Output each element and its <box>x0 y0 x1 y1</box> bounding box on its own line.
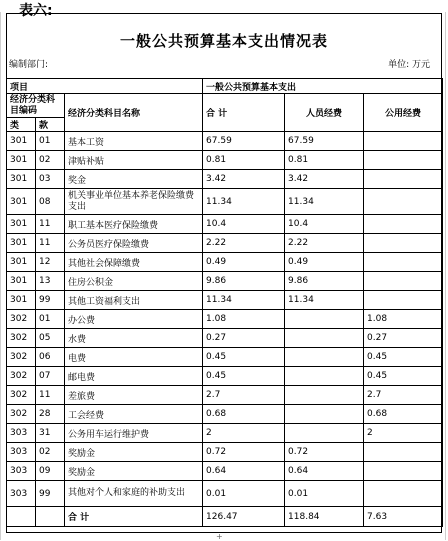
item-cell: 02 <box>36 151 65 170</box>
personnel-cell <box>285 367 364 386</box>
name-cell: 其他工资福利支出 <box>65 291 203 310</box>
plus-icon: + <box>216 532 223 541</box>
total-empty-1 <box>7 507 36 527</box>
name-cell: 水费 <box>65 329 203 348</box>
public-cell <box>364 189 443 215</box>
name-cell: 差旅费 <box>65 386 203 405</box>
public-cell: 0.45 <box>364 348 443 367</box>
total-cell: 11.34 <box>203 189 285 215</box>
class-cell: 301 <box>7 189 36 215</box>
page-label: 表六: <box>19 3 53 19</box>
item-cell: 28 <box>36 405 65 424</box>
table-row <box>7 291 443 310</box>
total-cell: 2 <box>203 424 285 443</box>
total-personnel: 118.84 <box>285 507 364 527</box>
table-row <box>7 462 443 481</box>
table-row <box>7 348 443 367</box>
header-item: 项目 <box>7 79 203 94</box>
personnel-cell <box>285 310 364 329</box>
item-cell: 11 <box>36 386 65 405</box>
total-cell: 0.01 <box>203 481 285 507</box>
total-cell: 11.34 <box>203 291 285 310</box>
total-cell: 9.86 <box>203 272 285 291</box>
total-sum: 126.47 <box>203 507 285 527</box>
name-cell: 其他社会保障缴费 <box>65 253 203 272</box>
total-cell: 0.68 <box>203 405 285 424</box>
name-cell: 职工基本医疗保险缴费 <box>65 215 203 234</box>
unit-label: 单位: 万元 <box>388 60 430 70</box>
table-row <box>7 272 443 291</box>
class-cell: 301 <box>7 215 36 234</box>
item-cell: 08 <box>36 189 65 215</box>
name-cell: 公务用车运行维护费 <box>65 424 203 443</box>
table-row <box>7 151 443 170</box>
total-cell: 0.45 <box>203 367 285 386</box>
table-row <box>7 189 443 215</box>
class-cell: 301 <box>7 253 36 272</box>
name-cell: 奖金 <box>65 170 203 189</box>
public-cell <box>364 170 443 189</box>
class-cell: 301 <box>7 234 36 253</box>
personnel-cell <box>285 405 364 424</box>
total-cell: 1.08 <box>203 310 285 329</box>
class-cell: 301 <box>7 272 36 291</box>
header-total: 合 计 <box>203 94 285 132</box>
table-row <box>7 310 443 329</box>
item-cell: 12 <box>36 253 65 272</box>
public-cell <box>364 462 443 481</box>
header-name: 经济分类科目名称 <box>65 94 203 132</box>
table-row <box>7 253 443 272</box>
name-cell: 住房公积金 <box>65 272 203 291</box>
item-cell: 02 <box>36 443 65 462</box>
class-cell: 301 <box>7 151 36 170</box>
table-row <box>7 443 443 462</box>
total-cell: 0.49 <box>203 253 285 272</box>
table-row <box>7 405 443 424</box>
table-row <box>7 215 443 234</box>
total-cell: 0.81 <box>203 151 285 170</box>
total-cell: 0.45 <box>203 348 285 367</box>
item-cell: 06 <box>36 348 65 367</box>
item-cell: 99 <box>36 291 65 310</box>
page-border-right <box>445 12 446 540</box>
public-cell: 0.68 <box>364 405 443 424</box>
item-cell: 05 <box>36 329 65 348</box>
name-cell: 邮电费 <box>65 367 203 386</box>
personnel-cell <box>285 348 364 367</box>
public-cell: 2 <box>364 424 443 443</box>
public-cell: 0.45 <box>364 367 443 386</box>
prepared-by: 编制部门: <box>9 60 49 70</box>
total-label: 合 计 <box>65 507 203 527</box>
class-cell: 303 <box>7 443 36 462</box>
table-row <box>7 132 443 151</box>
name-cell: 机关事业单位基本养老保险缴费支出 <box>65 189 203 215</box>
public-cell <box>364 443 443 462</box>
class-cell: 302 <box>7 367 36 386</box>
header-subitem: 款 <box>36 118 65 132</box>
personnel-cell: 3.42 <box>285 170 364 189</box>
public-cell <box>364 151 443 170</box>
class-cell: 303 <box>7 424 36 443</box>
personnel-cell: 9.86 <box>285 272 364 291</box>
item-cell: 11 <box>36 215 65 234</box>
expenditure-table <box>6 78 443 527</box>
public-cell: 1.08 <box>364 310 443 329</box>
total-cell: 0.72 <box>203 443 285 462</box>
public-cell: 0.27 <box>364 329 443 348</box>
public-cell <box>364 291 443 310</box>
personnel-cell <box>285 386 364 405</box>
class-cell: 302 <box>7 329 36 348</box>
class-cell: 302 <box>7 386 36 405</box>
name-cell: 其他对个人和家庭的补助支出 <box>65 481 203 507</box>
total-cell: 0.27 <box>203 329 285 348</box>
table-row <box>7 481 443 507</box>
public-cell <box>364 481 443 507</box>
class-cell: 302 <box>7 405 36 424</box>
public-cell <box>364 272 443 291</box>
public-cell <box>364 253 443 272</box>
personnel-cell: 0.72 <box>285 443 364 462</box>
total-cell: 3.42 <box>203 170 285 189</box>
class-cell: 302 <box>7 348 36 367</box>
personnel-cell: 10.4 <box>285 215 364 234</box>
class-cell: 301 <box>7 132 36 151</box>
name-cell: 奖励金 <box>65 462 203 481</box>
table-row <box>7 170 443 189</box>
personnel-cell: 0.64 <box>285 462 364 481</box>
class-cell: 303 <box>7 462 36 481</box>
name-cell: 津贴补贴 <box>65 151 203 170</box>
total-cell: 2.7 <box>203 386 285 405</box>
personnel-cell <box>285 329 364 348</box>
public-cell: 2.7 <box>364 386 443 405</box>
item-cell: 13 <box>36 272 65 291</box>
name-cell: 办公费 <box>65 310 203 329</box>
item-cell: 01 <box>36 310 65 329</box>
class-cell: 301 <box>7 170 36 189</box>
personnel-cell: 0.01 <box>285 481 364 507</box>
page-border-left <box>0 12 1 540</box>
total-cell: 67.59 <box>203 132 285 151</box>
table-row <box>7 234 443 253</box>
total-cell: 10.4 <box>203 215 285 234</box>
total-public: 7.63 <box>364 507 443 527</box>
table-row <box>7 329 443 348</box>
header-class: 类 <box>7 118 36 132</box>
table-row <box>7 386 443 405</box>
personnel-cell: 11.34 <box>285 189 364 215</box>
item-cell: 09 <box>36 462 65 481</box>
item-cell: 99 <box>36 481 65 507</box>
item-cell: 01 <box>36 132 65 151</box>
name-cell: 工会经费 <box>65 405 203 424</box>
table-title: 一般公共预算基本支出情况表 <box>119 32 328 50</box>
personnel-cell: 0.49 <box>285 253 364 272</box>
total-cell: 2.22 <box>203 234 285 253</box>
total-cell: 0.64 <box>203 462 285 481</box>
total-empty-2 <box>36 507 65 527</box>
name-cell: 公务员医疗保险缴费 <box>65 234 203 253</box>
table-row <box>7 424 443 443</box>
public-cell <box>364 215 443 234</box>
table-row <box>7 367 443 386</box>
header-personnel: 人员经费 <box>285 94 364 132</box>
item-cell: 07 <box>36 367 65 386</box>
class-cell: 302 <box>7 310 36 329</box>
header-public: 公用经费 <box>364 94 443 132</box>
class-cell: 303 <box>7 481 36 507</box>
name-cell: 奖励金 <box>65 443 203 462</box>
public-cell <box>364 234 443 253</box>
personnel-cell: 11.34 <box>285 291 364 310</box>
header-section: 一般公共预算基本支出 <box>203 79 443 94</box>
personnel-cell: 0.81 <box>285 151 364 170</box>
item-cell: 11 <box>36 234 65 253</box>
header-code-group: 经济分类科目编码 <box>7 94 65 118</box>
name-cell: 电费 <box>65 348 203 367</box>
class-cell: 301 <box>7 291 36 310</box>
personnel-cell: 2.22 <box>285 234 364 253</box>
personnel-cell: 67.59 <box>285 132 364 151</box>
name-cell: 基本工资 <box>65 132 203 151</box>
public-cell <box>364 132 443 151</box>
item-cell: 31 <box>36 424 65 443</box>
personnel-cell <box>285 424 364 443</box>
item-cell: 03 <box>36 170 65 189</box>
